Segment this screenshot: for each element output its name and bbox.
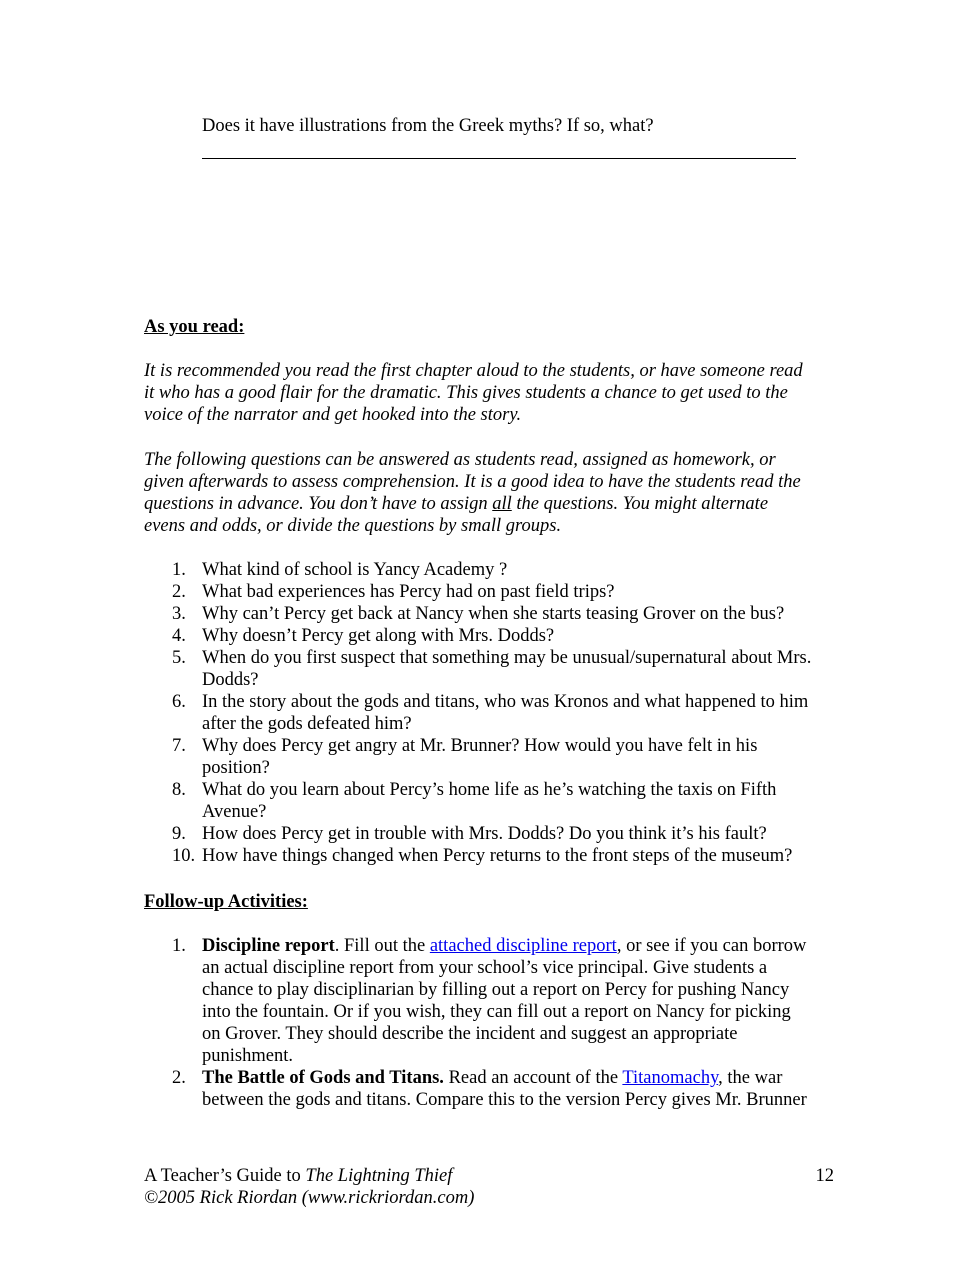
intro-line-1: It is recommended you read the first chapter aloud to the students, or have someone read [144, 361, 803, 381]
discipline-report-link[interactable]: attached discipline report [429, 936, 617, 956]
qintro-line-3: questions in advance. You don’t have to assign all the questions. You might alternate [144, 494, 769, 514]
discipline-report-title: Discipline report [202, 936, 335, 956]
list-item: 9. How does Percy get in trouble with Mrs. Dodds? Do you think it’s his fault? [172, 824, 767, 844]
page-number: 12 [815, 1166, 834, 1186]
list-item: 1. Discipline report. Fill out the attached discipline report, or see if you can borrow an actual discipline report from your school’s vice principal. Give students a chance to play disciplinarian by filling out a report on Percy for pushing Nancy into the fountain. Or if you wish, they can fill out a report on Nancy for picking on Grover. They should describe the incident and suggest an appropriate punishment. [172, 936, 807, 1066]
titanomachy-link[interactable]: Titanomachy [622, 1068, 719, 1088]
list-item: 1. What kind of school is Yancy Academy ? [172, 560, 508, 580]
answer-line [202, 158, 796, 159]
list-item: 7. Why does Percy get angry at Mr. Brunner? How would you have felt in his position? [172, 736, 758, 778]
intro-line-2: it who has a good flair for the dramatic. This gives students a chance to get used to the [144, 383, 788, 403]
qintro-line-1: The following questions can be answered as students read, assigned as homework, or [144, 450, 776, 470]
list-item: 2. What bad experiences has Percy had on past field trips? [172, 582, 615, 602]
follow-up-list [144, 935, 864, 1111]
book-title: The Lightning Thief [305, 1166, 453, 1186]
questions-intro-paragraph [144, 449, 844, 537]
intro-line-3: voice of the narrator and get hooked into the story. [144, 405, 522, 425]
list-item: 10. How have things changed when Percy returns to the front steps of the museum? [172, 846, 793, 866]
list-item: 8. What do you learn about Percy’s home life as he’s watching the taxis on Fifth Avenue? [172, 780, 777, 822]
list-item: 5. When do you first suspect that something may be unusual/supernatural about Mrs. Dodds? [172, 648, 812, 690]
list-item: 2. The Battle of Gods and Titans. Read an account of the Titanomachy, the war between the gods and titans. Compare this to the version Percy gives Mr. Brunner [172, 1068, 807, 1110]
list-item: 4. Why doesn’t Percy get along with Mrs. Dodds? [172, 626, 555, 646]
intro-paragraph [144, 360, 844, 426]
as-you-read-heading: As you read: [144, 317, 245, 337]
footer-copyright: ©2005 Rick Riordan (www.rickriordan.com) [144, 1188, 475, 1208]
reading-questions-list [144, 559, 864, 867]
emphasis-all: all [492, 494, 512, 514]
list-item: 6. In the story about the gods and titans, who was Kronos and what happened to him after the gods defeated him? [172, 692, 809, 734]
battle-title: The Battle of Gods and Titans. [202, 1068, 444, 1088]
illustrations-question: Does it have illustrations from the Greek myths? If so, what? [202, 116, 654, 136]
follow-up-heading: Follow-up Activities: [144, 892, 308, 912]
list-item: 3. Why can’t Percy get back at Nancy when she starts teasing Grover on the bus? [172, 604, 785, 624]
qintro-line-2: given afterwards to assess comprehension. It is a good idea to have the students read the [144, 472, 801, 492]
footer-guide-line: A Teacher’s Guide to The Lightning Thief [144, 1166, 453, 1186]
page-footer [144, 1165, 834, 1209]
qintro-line-4: evens and odds, or divide the questions by small groups. [144, 516, 562, 536]
